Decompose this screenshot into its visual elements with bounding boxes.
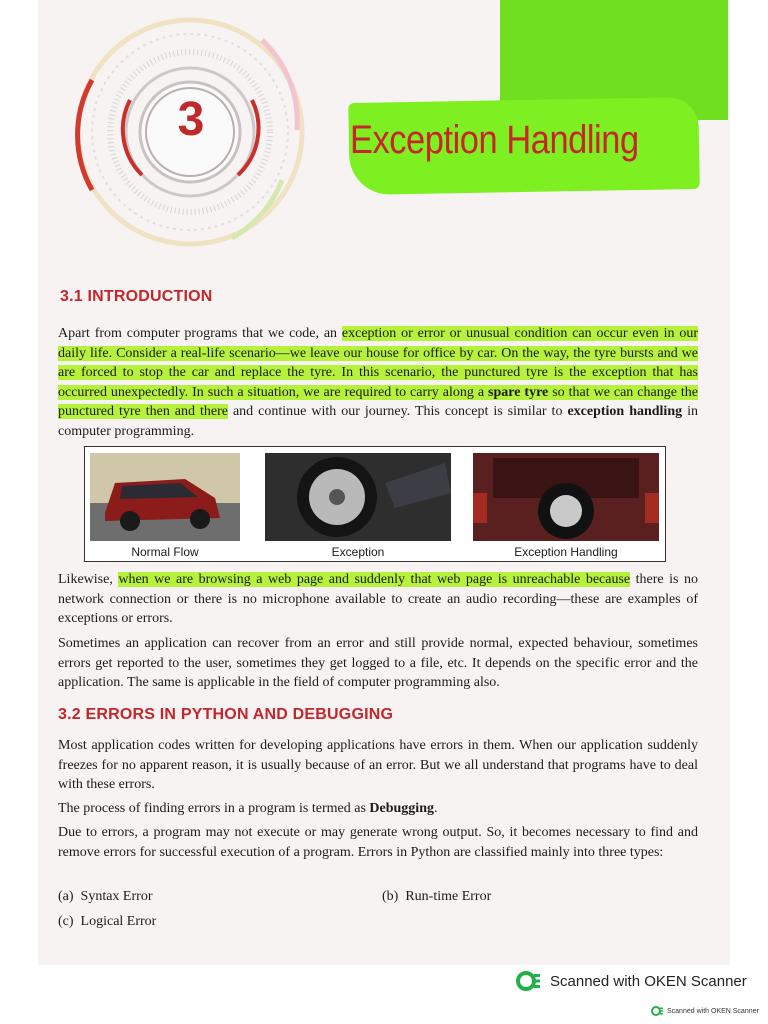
normal-flow-car-image	[90, 453, 240, 541]
caption-normal-flow: Normal Flow	[131, 545, 199, 559]
chapter-number: 3	[177, 93, 205, 146]
scanner-watermark	[516, 971, 747, 991]
debugging-text: The process of finding errors in a program is termed as	[58, 801, 370, 816]
classification-paragraph: Due to errors, a program may not execute or may generate wrong output. So, it becomes necessary to find and remove errors for successful execution of a program. Errors in Python are classified mainly into three types:	[58, 825, 698, 860]
errors-paragraph: Most application codes written for developing applications have errors in them. When our application suddenly freezes for no apparent reason, it is usually because of an error. But we all understand that programs have to deal with these errors.	[58, 738, 698, 792]
section-heading-errors: 3.2 ERRORS IN PYTHON AND DEBUGGING	[58, 706, 394, 723]
spare-tyre-car-image	[473, 453, 659, 541]
intro-text-2: and continue with our journey. This concept is similar to	[227, 404, 568, 419]
recover-paragraph: Sometimes an application can recover from an error and still provide normal, expected behaviour, sometimes errors get reported to the user, sometimes they get logged to a file, etc. It depends on the specific error and the application. The same is applicable in the field of computer programming also.	[58, 636, 698, 690]
list-marker: (c)	[58, 914, 74, 929]
oken-logo-icon	[651, 1006, 664, 1016]
tyre-illustration-figure	[84, 446, 666, 562]
likewise-text-1: Likewise,	[58, 572, 119, 587]
list-item	[382, 889, 491, 905]
list-item	[58, 914, 156, 930]
intro-text-1: Apart from computer programs that we code, an	[58, 326, 342, 341]
list-text: Logical Error	[80, 914, 157, 929]
list-marker: (a)	[58, 889, 74, 904]
oken-logo-icon	[516, 971, 542, 991]
bold-debugging: Debugging	[369, 801, 434, 816]
section-heading-introduction: 3.1 INTRODUCTION	[60, 288, 213, 305]
likewise-text-2: there is no network connection or there is no microphone available to create an audio recording—these are examples of exceptions or errors.	[58, 572, 698, 626]
caption-exception-handling: Exception Handling	[514, 545, 618, 559]
list-text: Syntax Error	[80, 889, 153, 904]
scanner-watermark-text: Scanned with OKEN Scanner	[550, 972, 747, 990]
list-item	[58, 889, 152, 905]
highlighted-text: when we are browsing a web page and suddenly that web page is unreachable because	[118, 572, 631, 587]
chapter-title: Exception Handling	[350, 118, 639, 162]
scanner-watermark-small	[651, 1006, 759, 1016]
highlighted-text: exception or error or unusual condition can occur even in our daily life. Consider a real-life scenario—we leave our house for office by car. On the way, the tyre bursts and we are forced to stop the car and replace the tyre. In this scenario, the punctured tyre is the exception that has occurred unexpectedly. In such a situation, we are required to carry along a	[58, 326, 698, 400]
list-marker: (b)	[382, 889, 399, 904]
bold-spare-tyre: spare tyre	[488, 384, 549, 400]
likewise-paragraph	[58, 570, 698, 629]
list-text: Run-time Error	[405, 889, 492, 904]
caption-exception: Exception	[331, 545, 385, 559]
debugging-paragraph	[58, 799, 698, 819]
scanner-watermark-small-text: Scanned with OKEN Scanner	[667, 1007, 759, 1015]
bold-exception-handling: exception handling	[567, 404, 683, 419]
intro-paragraph	[58, 324, 698, 441]
intro-text-3: in computer programming.	[58, 404, 698, 439]
punctured-tyre-image	[265, 453, 451, 541]
highlighted-text: so that we can change the punctured tyre then and there	[58, 384, 698, 419]
debugging-period: .	[433, 801, 438, 816]
